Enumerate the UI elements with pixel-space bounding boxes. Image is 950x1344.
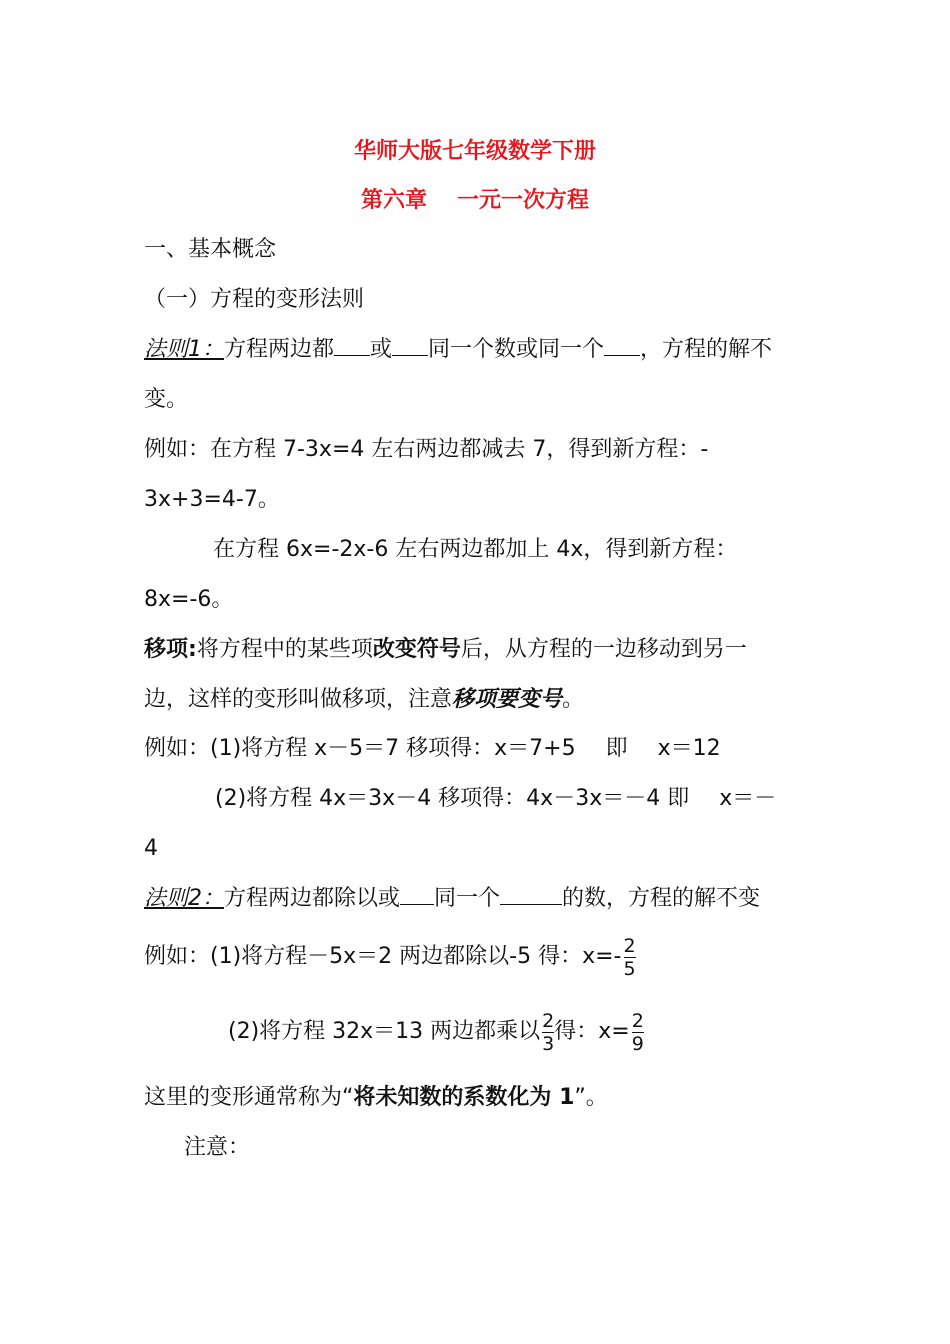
- chapter-number: 第六章: [360, 188, 427, 213]
- example1-line3: 在方程 6x=-2x-6 左右两边都加上 4x，得到新方程：: [213, 537, 738, 562]
- transpose-text: 将方程中的某些项: [196, 637, 373, 662]
- rule1-line: [144, 335, 812, 365]
- example3-text: 得：x=: [554, 1019, 630, 1044]
- summary-emphasis: 将未知数的系数化为 1: [353, 1085, 575, 1110]
- fraction: [542, 1011, 554, 1054]
- fraction-numerator: 2: [623, 934, 636, 957]
- summary-text: ”。: [574, 1085, 608, 1110]
- transpose-emphasis: 移项要变号: [452, 687, 563, 712]
- rule1-text: 方程两边都: [224, 337, 335, 362]
- example2-line3: 4: [144, 836, 158, 861]
- fraction-denominator: 9: [631, 1032, 644, 1055]
- rule2-label: 法则2：: [144, 886, 224, 911]
- summary-line: [144, 1083, 812, 1113]
- transpose-text: 边，这样的变形叫做移项，注意: [144, 687, 453, 712]
- example3-line1: [144, 935, 812, 979]
- transpose-text: 。: [562, 687, 585, 712]
- transpose-line1: [144, 635, 812, 665]
- fraction-denominator: 3: [542, 1032, 555, 1055]
- summary-text: 这里的变形通常称为“: [144, 1085, 354, 1110]
- rule1-label: 法则1：: [144, 337, 224, 362]
- note-label: 注意：: [184, 1135, 251, 1160]
- example2-text: x＝－: [719, 786, 777, 811]
- rule1-text: 同一个数或同一个: [428, 337, 605, 362]
- chapter-name: 一元一次方程: [457, 188, 590, 213]
- example2-text: 例如：(1)将方程 x－5＝7 移项得：x＝7+5: [144, 736, 576, 761]
- transpose-line2: [144, 685, 812, 715]
- rule2-text: 同一个: [434, 886, 501, 911]
- fraction-numerator: 2: [631, 1009, 644, 1032]
- blank-line: [500, 884, 562, 905]
- blank-line: [392, 335, 428, 356]
- blank-line: [604, 335, 640, 356]
- rule1-text: ，方程的解不: [640, 337, 773, 362]
- example2-text: 即: [605, 736, 628, 761]
- section-heading: 一、基本概念: [144, 237, 277, 262]
- example3-line2: [228, 1010, 812, 1054]
- rule2-text: 方程两边都除以或: [224, 886, 401, 911]
- rule1-text: 或: [370, 337, 393, 362]
- example1-line1: 例如：在方程 7-3x=4 左右两边都减去 7，得到新方程：-: [144, 437, 709, 462]
- example1-line2: 3x+3=4-7。: [144, 487, 280, 512]
- example3-text: 例如：(1)将方程－5x＝2 两边都除以-5 得：x=-: [144, 944, 622, 969]
- chapter-heading: [0, 186, 950, 216]
- transpose-text: 后，从方程的一边移动到另一: [460, 637, 747, 662]
- fraction: [632, 1011, 644, 1054]
- fraction-numerator: 2: [542, 1009, 555, 1032]
- fraction-denominator: 5: [623, 957, 636, 980]
- fraction: [624, 936, 636, 979]
- transpose-label: 移项:: [144, 637, 197, 662]
- rule2-line: [144, 884, 812, 914]
- example2-line2: [215, 784, 812, 814]
- example1-line4: 8x=-6。: [144, 587, 234, 612]
- blank-line: [334, 335, 370, 356]
- rule1-cont: 变。: [144, 387, 189, 412]
- example2-line1: [144, 734, 812, 764]
- rule2-text: 的数，方程的解不变: [562, 886, 761, 911]
- doc-title: 华师大版七年级数学下册: [353, 139, 596, 164]
- example2-text: x＝12: [657, 736, 721, 761]
- subsection-heading: （一）方程的变形法则: [144, 287, 365, 312]
- blank-line: [400, 884, 434, 905]
- transpose-emphasis: 改变符号: [372, 637, 461, 662]
- example2-text: (2)将方程 4x＝3x－4 移项得：4x－3x＝－4 即: [215, 786, 690, 811]
- example3-text: (2)将方程 32x＝13 两边都乘以: [228, 1019, 541, 1044]
